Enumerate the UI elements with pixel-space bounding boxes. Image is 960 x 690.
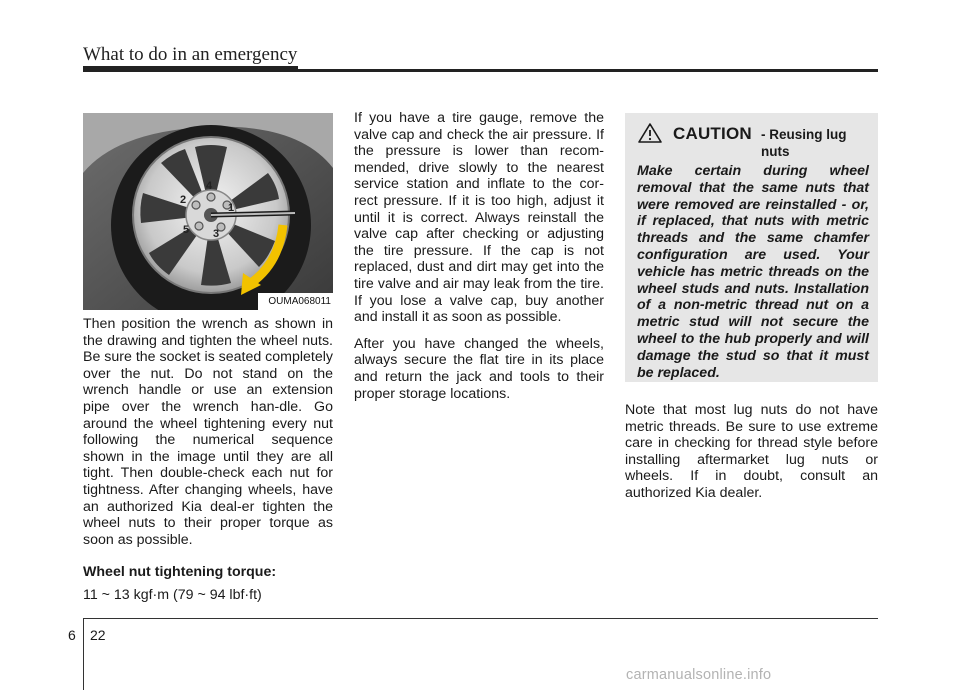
- watermark: carmanualsonline.info: [626, 667, 772, 683]
- warning-triangle-icon: [637, 122, 663, 144]
- torque-value: 11 ~ 13 kgf·m (79 ~ 94 lbf·ft): [83, 586, 262, 603]
- header-rule: [83, 69, 878, 72]
- caution-subtitle: - Reusing lug nuts: [761, 127, 847, 159]
- footer-rule: [83, 618, 878, 619]
- tightening-instructions: Then position the wrench as shown in the drawing and tighten the wheel nuts. Be sure the socket is seated completely over the nut. Do not stand on the wrench handle or use an extension pipe over the wrench han-dle. Go around the wheel tightening every nut following the numerical sequence shown in the image until they are all tight. Then double-check each nut for tightness. After changing wheels, have an authorized Kia deal-er tighten the wheel nuts to their proper torque as soon as possible.: [83, 316, 333, 548]
- lug-label-2: 2: [180, 194, 187, 206]
- chapter-number: 6: [68, 627, 76, 643]
- page-number: 22: [90, 627, 106, 643]
- wheel-figure: [83, 113, 333, 310]
- column-2: [354, 110, 604, 412]
- tire-pressure-paragraph: If you have a tire gauge, remove the valve cap and check the air pressure. If the pressure is lower than recom-mended, drive slowly to the nearest service station and inflate to the cor-rect pressure. If it is too high, adjust it until it is correct. Always reinstall the valve cap after checking or adjusting the tire pressure. If the cap is not replaced, dust and dirt may get into the tire valve and air may leak from the tire. If you lose a valve cap, buy another and install it as soon as possible.: [354, 110, 604, 326]
- storage-paragraph: After you have changed the wheels, always secure the flat tire in its place and return the jack and tools to their proper storage locations.: [354, 335, 604, 402]
- caution-body: Make certain during wheel removal that the same nuts that were removed are reinstalled - or, if replaced, that nuts with metric threads and the same chamfer configuration are used. Your vehicle has metric threads on the wheel studs and nuts. Installation of a non-metric thread nut on a metric stud will not secure the wheel to the hub properly and will damage the stud so that it must be replaced.: [637, 163, 869, 381]
- figure-code: OUMA068011: [268, 296, 331, 307]
- torque-label: Wheel nut tightening torque:: [83, 564, 277, 581]
- lug-label-4: 4: [206, 180, 213, 192]
- caution-word: CAUTION: [673, 124, 752, 143]
- column-1: [83, 316, 333, 614]
- wheel-illustration: [83, 113, 333, 310]
- lug-label-3: 3: [213, 228, 220, 240]
- lug-label-5: 5: [183, 224, 190, 236]
- header-title: What to do in an emergency: [83, 44, 298, 65]
- lug-label-1: 1: [228, 202, 235, 214]
- footer-divider: [83, 618, 84, 690]
- metric-thread-note: Note that most lug nuts do not have metric threads. Be sure to use extreme care in checking for thread style before installing aftermarket lug nuts or wheels. If in doubt, consult an authorized Kia dealer.: [625, 402, 878, 501]
- column-3: [625, 402, 878, 512]
- caution-box: [625, 113, 878, 382]
